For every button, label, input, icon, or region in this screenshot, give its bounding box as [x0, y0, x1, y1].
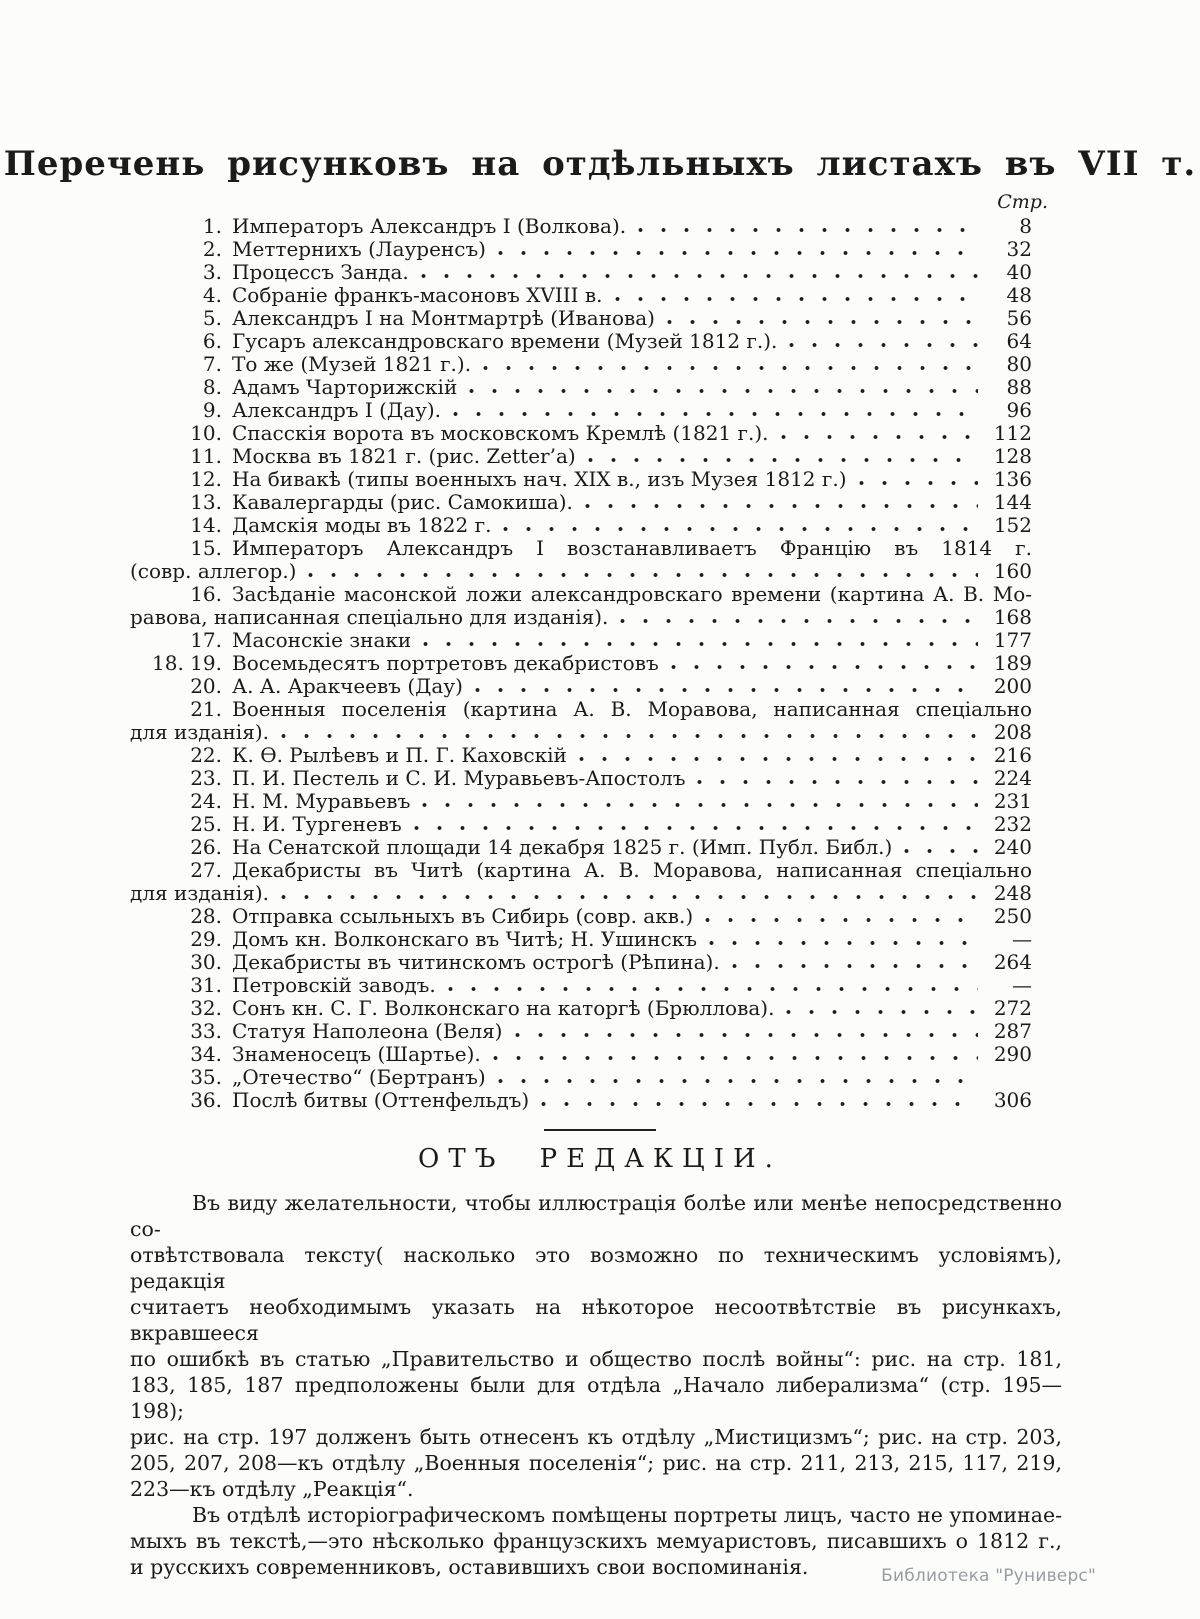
dot-leader — [588, 456, 978, 464]
toc-item-page: 250 — [993, 903, 1032, 928]
dot-leader — [503, 525, 978, 533]
toc-item — [130, 813, 1032, 836]
toc-item — [130, 491, 1032, 514]
toc-item-number: 22. — [190, 742, 222, 767]
dot-leader — [469, 387, 978, 395]
toc-item-title: Домъ кн. Волконскаго въ Читѣ; Н. Ушинскъ — [232, 926, 697, 951]
editorial-text — [0, 1190, 1200, 1580]
toc-item — [130, 261, 1032, 284]
toc-item-title: Гусаръ александровскаго времени (Музей 1812 г.). — [232, 328, 778, 353]
toc-item — [130, 1066, 1032, 1089]
toc-item-title: Декабристы въ читинскомъ острогѣ (Рѣпина). — [232, 949, 720, 974]
toc-item-page: 272 — [993, 995, 1032, 1020]
paragraph-line: по ошибкѣ въ статью „Правительство и общество послѣ войны“: рис. на стр. 181, — [130, 1346, 1062, 1371]
toc-item-number: 4. — [202, 282, 222, 307]
toc-item — [130, 514, 1032, 537]
paragraph-line: и русскихъ современниковъ, оставившихъ свои воспоминанія. — [130, 1554, 809, 1579]
toc-item-page: 144 — [993, 489, 1032, 514]
toc-item — [130, 399, 1032, 422]
toc-item-continuation — [130, 882, 1032, 905]
toc-item-title: Знаменосецъ (Шартье). — [232, 1041, 481, 1066]
dot-leader — [709, 939, 978, 947]
toc-item-title: Декабристы въ Читѣ (картина А. В. Моравова, написанная спеціально — [232, 857, 1032, 882]
toc-item — [130, 445, 1032, 468]
toc-item-number: 3. — [202, 259, 222, 284]
toc-item-page: 64 — [1006, 328, 1032, 353]
toc-item-number: 17. — [190, 627, 222, 652]
toc-item-page: 224 — [993, 765, 1032, 790]
dot-leader — [281, 893, 978, 901]
toc-item-page: — — [1012, 926, 1032, 951]
toc-item — [130, 422, 1032, 445]
toc-item-page: 80 — [1006, 351, 1032, 376]
toc-item-number: 32. — [190, 995, 222, 1020]
toc-item — [130, 468, 1032, 491]
dot-leader — [493, 1054, 978, 1062]
toc-item — [130, 307, 1032, 330]
toc-item-page: 136 — [993, 466, 1032, 491]
toc-item-page: 168 — [993, 604, 1032, 629]
paragraph-line: мыхъ въ текстѣ,—это нѣсколько французскихъ мемуаристовъ, писавшихъ о 1812 г., — [130, 1528, 1062, 1553]
toc-item-title: Н. М. Муравьевъ — [232, 788, 411, 813]
toc-item — [130, 629, 1032, 652]
paragraph-line: 183, 185, 187 предположены были для отдѣла „Начало либерализма“ (стр. 195—198); — [130, 1372, 1062, 1423]
dot-leader — [541, 1100, 978, 1108]
toc-item-number: 29. — [190, 926, 222, 951]
toc-item-page: — — [1012, 972, 1032, 997]
dot-leader — [475, 686, 978, 694]
toc-item-title: К. Ѳ. Рылѣевъ и П. Г. Каховскій — [232, 742, 567, 767]
dot-leader — [414, 824, 978, 832]
dot-leader — [671, 663, 978, 671]
paragraph-line: 223—къ отдѣлу „Реакція“. — [130, 1476, 414, 1501]
toc-item — [130, 215, 1032, 238]
dot-leader — [453, 410, 978, 418]
toc-item-title: Императоръ Александръ I возстанавливаетъ Францію въ 1814 г. — [232, 535, 1032, 560]
toc-item-page: 88 — [1006, 374, 1032, 399]
toc-item-title: То же (Музей 1821 г.). — [232, 351, 472, 376]
toc-item-page: 8 — [1019, 213, 1032, 238]
toc-item — [130, 1043, 1032, 1066]
toc-item-title-continued: для изданія). — [130, 719, 269, 744]
toc-item-title: Засѣданіе масонской ложи александровскаго времени (картина А. В. Мо- — [232, 581, 1032, 606]
dot-leader — [615, 295, 978, 303]
toc-item-title: Дамскія моды въ 1822 г. — [232, 512, 492, 537]
toc-item-title: Н. И. Тургеневъ — [232, 811, 402, 836]
toc-item-title: Петровскій заводъ. — [232, 972, 436, 997]
toc-list — [0, 215, 1200, 1112]
toc-item-number: 6. — [202, 328, 222, 353]
dot-leader — [579, 755, 978, 763]
toc-item-number: 8. — [202, 374, 222, 399]
toc-item-title: Отправка ссыльныхъ въ Сибирь (совр. акв.) — [232, 903, 694, 928]
toc-item-page: 232 — [993, 811, 1032, 836]
toc-item-number: 36. — [190, 1087, 222, 1112]
toc-item — [130, 1020, 1032, 1043]
dot-leader — [281, 732, 978, 740]
toc-item-number: 30. — [190, 949, 222, 974]
toc-item-title: Сонъ кн. С. Г. Волконскаго на каторгѣ (Брюллова). — [232, 995, 775, 1020]
toc-item-title: Процессъ Занда. — [232, 259, 409, 284]
toc-item-title-continued: равова, написанная спеціально для изданія). — [130, 604, 609, 629]
paragraph-line: Въ отдѣлѣ исторіографическомъ помѣщены портреты лицъ, часто не упоминае- — [192, 1502, 1062, 1527]
toc-item-number: 33. — [190, 1018, 222, 1043]
toc-item-number: 20. — [190, 673, 222, 698]
library-watermark: Библиотека "Руниверс" — [881, 1566, 1096, 1586]
toc-item — [130, 698, 1032, 721]
toc-item-title: Императоръ Александръ I (Волкова). — [232, 213, 627, 238]
dot-leader — [781, 433, 979, 441]
toc-item-page: 160 — [993, 558, 1032, 583]
toc-item-number: 14. — [190, 512, 222, 537]
paragraph-line: Въ виду желательности, чтобы иллюстрація болѣе или менѣе непосредственно со- — [130, 1190, 1062, 1241]
toc-item-page: 189 — [993, 650, 1032, 675]
dot-leader — [786, 1008, 978, 1016]
paragraph-line: считаетъ необходимымъ указать на нѣкоторое несоотвѣтствіе въ рисункахъ, вкравшееся — [130, 1294, 1062, 1345]
toc-item-number: 1. — [202, 213, 222, 238]
toc-item-number: 7. — [202, 351, 222, 376]
toc-item-page: 248 — [993, 880, 1032, 905]
toc-item-number: 18. 19. — [152, 650, 222, 675]
dot-leader — [448, 985, 978, 993]
toc-item-number: 9. — [202, 397, 222, 422]
toc-item-page: 40 — [1006, 259, 1032, 284]
toc-item-page: 32 — [1006, 236, 1032, 261]
toc-item-number: 16. — [190, 581, 222, 606]
toc-item-number: 24. — [190, 788, 222, 813]
toc-item — [130, 652, 1032, 675]
dot-leader — [483, 364, 978, 372]
section-title: ОТЪ РЕДАКЦІИ. — [418, 1143, 782, 1174]
toc-item-number: 2. — [202, 236, 222, 261]
dot-leader — [515, 1031, 979, 1039]
toc-item-page: 48 — [1006, 282, 1032, 307]
toc-item-number: 10. — [190, 420, 222, 445]
toc-item — [130, 974, 1032, 997]
toc-item-page: 128 — [993, 443, 1032, 468]
toc-item-title: Адамъ Чарторижскій — [232, 374, 458, 399]
toc-item-title: Военныя поселенія (картина А. В. Моравова, написанная спеціально — [232, 696, 1032, 721]
toc-item-number: 35. — [190, 1064, 222, 1089]
toc-item-number: 5. — [202, 305, 222, 330]
toc-item-number: 26. — [190, 834, 222, 859]
toc-item-title: На Сенатской площади 14 декабря 1825 г. (Имп. Публ. Библ.) — [232, 834, 893, 859]
toc-item — [130, 537, 1032, 560]
toc-item-number: 27. — [190, 857, 222, 882]
toc-item — [130, 353, 1032, 376]
toc-item — [130, 583, 1032, 606]
toc-item-continuation — [130, 721, 1032, 744]
toc-item-page: 290 — [993, 1041, 1032, 1066]
dot-leader — [585, 502, 978, 510]
toc-item-page: 264 — [993, 949, 1032, 974]
toc-item-title: На бивакѣ (типы военныхъ нач. XIX в., изъ Музея 1812 г.) — [232, 466, 847, 491]
dot-leader — [308, 571, 978, 579]
toc-item-number: 13. — [190, 489, 222, 514]
toc-item-page: 112 — [993, 420, 1032, 445]
toc-item-number: 25. — [190, 811, 222, 836]
toc-item-title: Меттернихъ (Лауренсъ) — [232, 236, 486, 261]
toc-item — [130, 859, 1032, 882]
toc-item-title: П. И. Пестель и С. И. Муравьевъ-Апостолъ — [232, 765, 686, 790]
toc-item-page: 287 — [993, 1018, 1032, 1043]
toc-item-number: 11. — [190, 443, 222, 468]
toc-item-page: 216 — [993, 742, 1032, 767]
toc-item-number: 34. — [190, 1041, 222, 1066]
toc-item — [130, 951, 1032, 974]
toc-item — [130, 790, 1032, 813]
toc-item-number: 21. — [190, 696, 222, 721]
dot-leader — [732, 962, 978, 970]
toc-item-page: 240 — [993, 834, 1032, 859]
toc-item — [130, 330, 1032, 353]
page-column-header: Стр. — [997, 190, 1048, 213]
toc-item — [130, 1089, 1032, 1112]
toc-item-title: Спасскія ворота въ московскомъ Кремлѣ (1821 г.). — [232, 420, 769, 445]
toc-item-title: Масонскіе знаки — [232, 627, 412, 652]
toc-item — [130, 905, 1032, 928]
toc-item-number: 12. — [190, 466, 222, 491]
dot-leader — [620, 617, 978, 625]
toc-item-page: 96 — [1006, 397, 1032, 422]
section-divider — [544, 1129, 656, 1131]
toc-item-title: Собраніе франкъ-масоновъ XVIII в. — [232, 282, 603, 307]
toc-item-title: Александръ I (Дау). — [232, 397, 442, 422]
toc-item-title: А. А. Аракчеевъ (Дау) — [232, 673, 463, 698]
toc-item-title: Послѣ битвы (Оттенфельдъ) — [232, 1087, 530, 1112]
toc-item-continuation — [130, 606, 1032, 629]
paragraph-line: рис. на стр. 197 долженъ быть отнесенъ къ отдѣлу „Мистицизмъ“; рис. на стр. 203, — [130, 1424, 1062, 1449]
dot-leader — [789, 341, 978, 349]
toc-item-number: 23. — [190, 765, 222, 790]
toc-item-page: 200 — [993, 673, 1032, 698]
dot-leader — [498, 249, 978, 257]
toc-item-page: 56 — [1006, 305, 1032, 330]
dot-leader — [638, 226, 978, 234]
toc-item-title: Восемьдесятъ портретовъ декабристовъ — [232, 650, 659, 675]
toc-item-page: 231 — [993, 788, 1032, 813]
toc-item — [130, 767, 1032, 790]
toc-item-number: 31. — [190, 972, 222, 997]
page-title: Перечень рисунковъ на отдѣльныхъ листахъ въ VII т. — [3, 144, 1197, 184]
dot-leader — [423, 640, 978, 648]
toc-item-continuation — [130, 560, 1032, 583]
toc-item-title: „Отечество“ (Бертранъ) — [232, 1064, 486, 1089]
toc-item-page: 177 — [993, 627, 1032, 652]
dot-leader — [667, 318, 978, 326]
toc-item — [130, 238, 1032, 261]
dot-leader — [859, 479, 978, 487]
dot-leader — [697, 778, 978, 786]
toc-item — [130, 284, 1032, 307]
toc-item-page: 306 — [993, 1087, 1032, 1112]
dot-leader — [705, 916, 978, 924]
toc-item — [130, 928, 1032, 951]
paragraph-line: отвѣтствовала тексту( насколько это возможно по техническимъ условіямъ), редакція — [130, 1242, 1062, 1293]
dot-leader — [422, 801, 978, 809]
toc-item-title: Кавалергарды (рис. Самокиша). — [232, 489, 573, 514]
dot-leader — [904, 847, 978, 855]
toc-item-title: Статуя Наполеона (Веля) — [232, 1018, 503, 1043]
toc-item — [130, 997, 1032, 1020]
paragraph-line: 205, 207, 208—къ отдѣлу „Военныя поселенія“; рис. на стр. 211, 213, 215, 117, 219, — [130, 1450, 1062, 1475]
toc-item-title: Александръ I на Монтмартрѣ (Иванова) — [232, 305, 655, 330]
toc-item-number: 15. — [190, 535, 222, 560]
toc-item-number: 28. — [190, 903, 222, 928]
toc-item — [130, 376, 1032, 399]
toc-item — [130, 836, 1032, 859]
toc-item — [130, 744, 1032, 767]
toc-item-title: Москва въ 1821 г. (рис. Zetter’a) — [232, 443, 576, 468]
dot-leader — [421, 272, 978, 280]
dot-leader — [498, 1077, 978, 1085]
toc-item-page: 152 — [993, 512, 1032, 537]
toc-item-title-continued: (совр. аллегор.) — [130, 558, 297, 583]
toc-item-page: 208 — [993, 719, 1032, 744]
toc-item — [130, 675, 1032, 698]
toc-item-title-continued: для изданія). — [130, 880, 269, 905]
